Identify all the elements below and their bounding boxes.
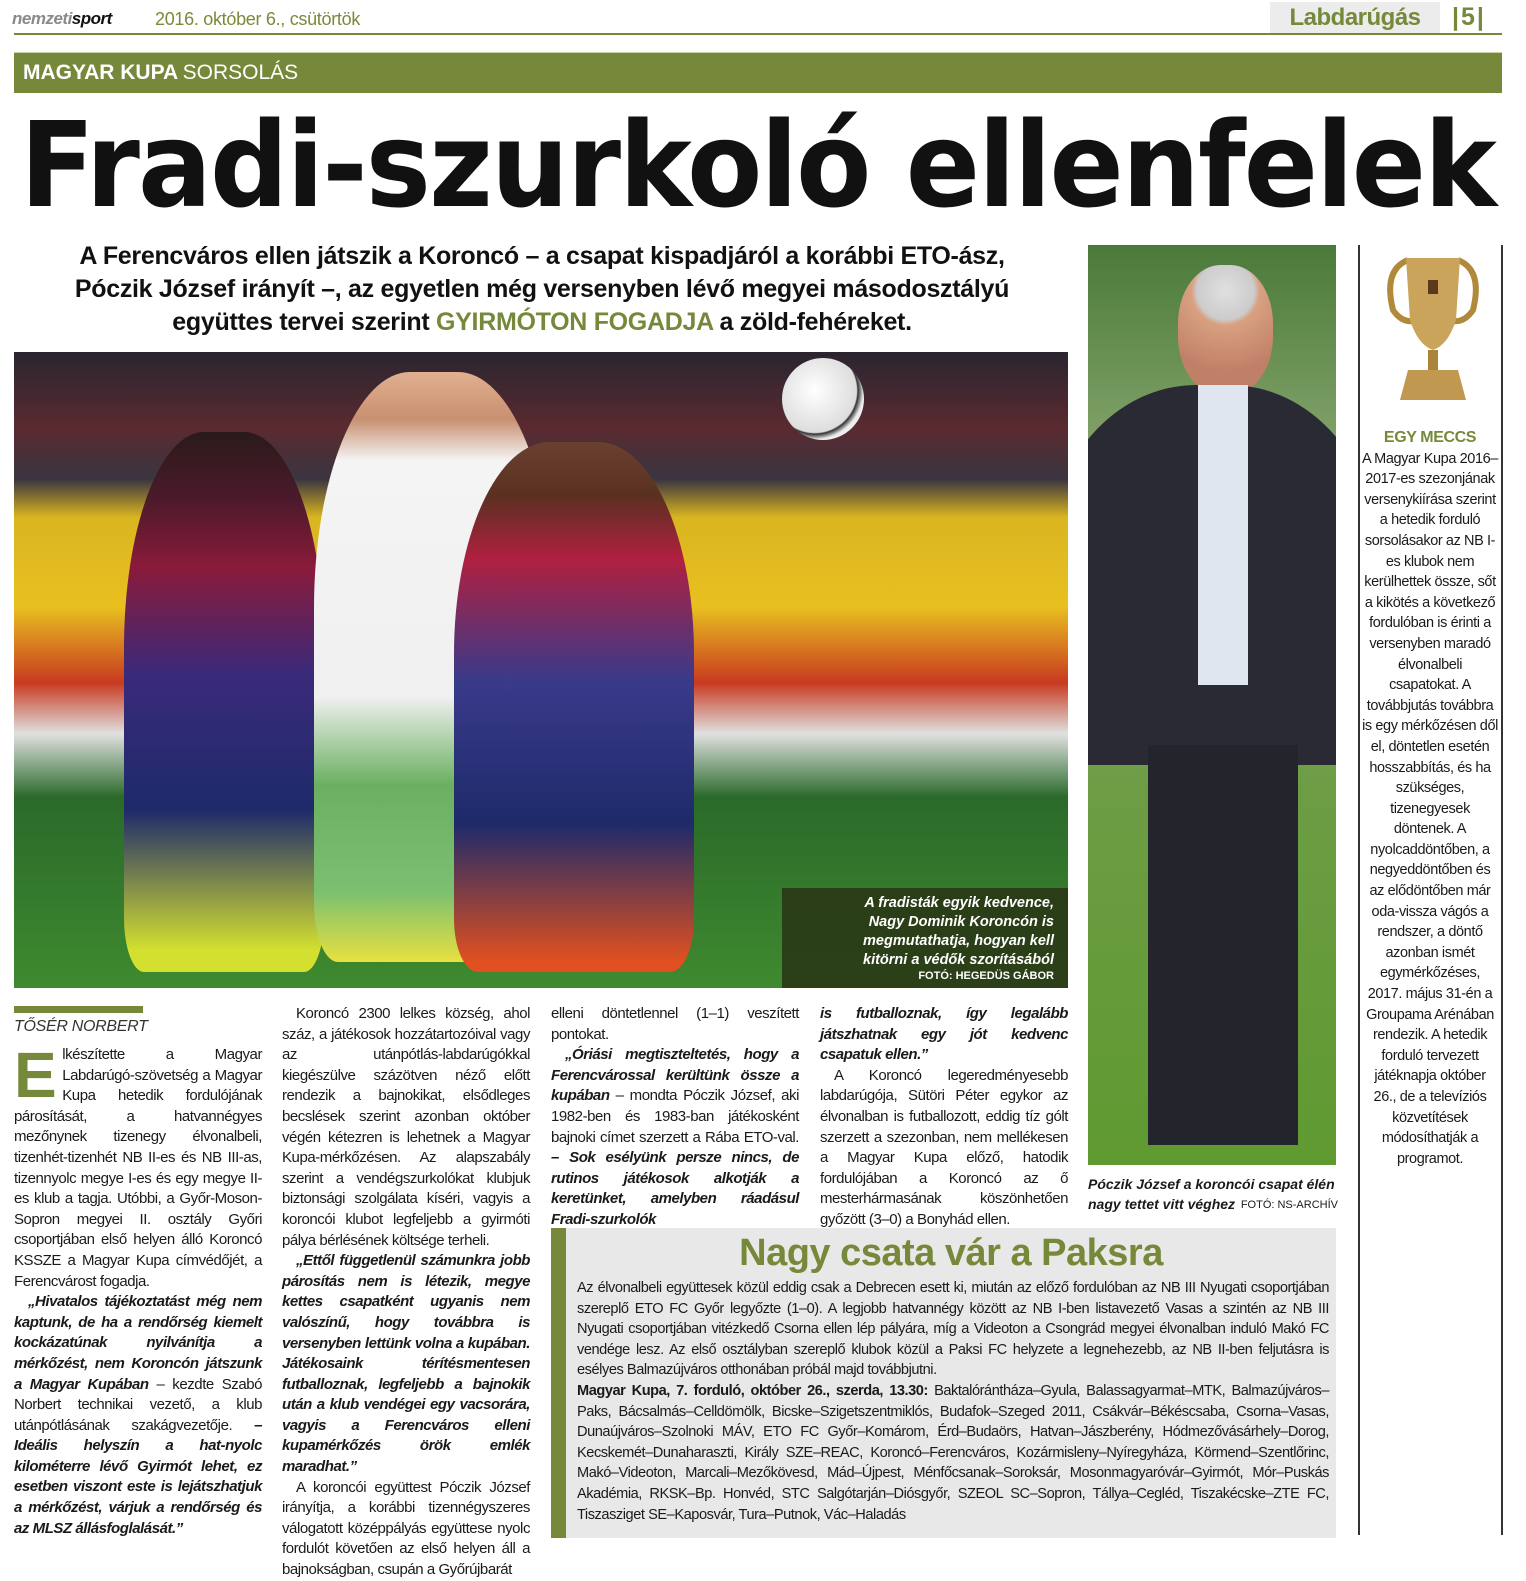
infobox-accent-strip: [551, 1228, 566, 1538]
headline: Fradi-szurkoló ellenfelek: [20, 96, 1496, 234]
lead-highlight: GYIRMÓTON FOGADJA: [436, 308, 713, 336]
body-text: – mondta Póczik József, aki 1982-ben és 1983-ban játékosként bajnoki címet szerzett a Rába ETO-val.: [551, 1087, 799, 1146]
infobox-title: Nagy csata vár a Paksra: [739, 1232, 1163, 1274]
sidebar-rule: [1501, 245, 1503, 1535]
article-paragraph: [820, 1066, 1068, 1231]
article-paragraph: [14, 1039, 262, 1292]
kicker-bold: MAGYAR KUPA: [23, 61, 179, 84]
byline: TŐSÉR NORBERT: [14, 1018, 148, 1035]
header-divider: [14, 33, 1502, 35]
photo-coach: [1088, 245, 1336, 1165]
sidebar-rule: [1358, 245, 1360, 1535]
player-red-blue: [454, 442, 694, 972]
fixtures-label: Magyar Kupa, 7. forduló, október 26., szerda, 13.30:: [577, 1382, 928, 1399]
article-paragraph: [14, 1292, 262, 1539]
body-text: A koroncói együttest Póczik József irányítja, a korábbi tizennégyszeres válogatott középpályás együttese nyolc fordulót követően az első helyen áll a bajnokságban, csupán a Győrújbarát: [282, 1478, 530, 1579]
football-ball: [782, 358, 864, 440]
coach-shirt: [1198, 385, 1248, 685]
caption-line: Póczik József a koroncói csapat élén: [1088, 1176, 1335, 1192]
lead-paragraph: [14, 240, 1070, 339]
photo-caption: [1088, 1174, 1338, 1214]
brand-logo: [12, 9, 112, 29]
lead-line: A Ferencváros ellen játszik a Koroncó – a csapat kispadjáról a korábbi ETO-ász,: [79, 242, 1005, 270]
player-red-blue: [124, 432, 324, 972]
lead-line: Póczik József irányít –, az egyetlen még versenyben lévő megyei másodosztályú: [74, 275, 1010, 303]
fixtures-paragraph: [577, 1381, 1329, 1525]
kicker-rest: SORSOLÁS: [182, 61, 299, 84]
article-column-4: [820, 1004, 1068, 1231]
body-text: lkészítette a Magyar Labdarúgó-szövetség a Magyar Kupa hetedik fordulójának párosítását, a hatvannégyes mezőnynek tizenegy élvonalbeli, tizenhét-tizenhét NB II-es és NB III-as, tizennyolc megye I-es és egy megye II-es klub a tagja. Utóbbi, a Győr-Moson-Sopron megyei II. osztály Győri csoportjában első helyen álló Koroncó KSSZE a Magyar Kupa címvédőjét, a Ferencvárost fogadja.: [14, 1046, 262, 1290]
page-number-value: 5: [1461, 3, 1477, 31]
article-column-2: [282, 1004, 530, 1581]
sidebar-title: EGY MECCS: [1383, 429, 1477, 446]
quote-text: – Ideális helyszín a hat-nyolc kilométerre lévő Gyirmót lehet, ez esetben viszont este is lejátszhatjuk a mérkőzést, várjuk a rendőrség és az MLSZ állásfoglalását.”: [14, 1416, 262, 1537]
byline-bar: [14, 1006, 143, 1013]
issue-date: 2016. október 6., csütörtök: [155, 9, 361, 29]
article-paragraph: [282, 1478, 530, 1581]
logo-part: sport: [71, 9, 112, 28]
page-number: |5|: [1452, 3, 1486, 31]
section-label: Labdarúgás: [1270, 2, 1440, 33]
body-text: elleni döntetlennel (1–1) veszített pontokat.: [551, 1005, 799, 1043]
sidebar-text: A Magyar Kupa 2016–2017-es szezonjának versenykiírása szerint a hetedik forduló sorsolásakor az NB I-es klubok nem kerülhettek össze, sőt a kikötés a következő fordulóban is érinti a versenyben maradó élvonalbeli csapatokat. A továbbjutás továbbra is egy mérkőzésen dől el, döntetlen esetén hosszabbítás, és ha szükséges, tizenegyesek döntenek. A nyolcaddöntőben, a negyeddöntőben és az elődöntőben már oda-vissza vágós a rendszer, a döntő azonban ismét egymérkőzéses, 2017. május 31-én a Groupama Arénában rendezik. A hetedik forduló tervezett játéknapja október 26., de a televíziós közvetítések módosíthatják a programot.: [1362, 450, 1498, 1167]
photo-credit: FOTÓ: NS-ARCHÍV: [1240, 1199, 1338, 1211]
coach-head: [1178, 265, 1273, 395]
logo-part: nemzeti: [12, 9, 72, 28]
article-column-1: [14, 1039, 262, 1539]
body-text: Koroncó 2300 lelkes község, ahol száz, a játékosok hozzátartozóival vagy az utánpótlás-labdarúgókkal kiegészülve százötven néző előtt rendezik a bajnokikat, elsődleges becslések szerint azonban október végén kétezren is lehetnek a Magyar Kupa-mérkőzésen. Az alapszabály szerint a vendégszurkolókat klubjuk biztonsági szolgálata kíséri, vagyis a koroncói klubot legfeljebb a gyirmóti pálya bérlésének költsége terheli.: [282, 1005, 530, 1249]
article-paragraph: [551, 1004, 799, 1045]
quote-text: „Ettől függetlenül számunkra jobb párosítás nem is létezik, megye kettes csapatként ugyanis nem valószínű, hogy továbbra is versenyben lettünk volna a kupában. Játékosaink térítésmentesen futballoznak, legfeljebb a bajnokik után a klub vendégei egy vacsorára, vagyis a Ferencváros elleni kupamérkőzés örök emlék maradhat.”: [282, 1252, 530, 1476]
article-column-3: [551, 1004, 799, 1231]
coach-trousers: [1148, 745, 1298, 1145]
caption-text: [863, 894, 1054, 970]
infobox-body: [577, 1278, 1329, 1525]
quote-text: „Hivatalos tájékoztatást még nem kaptunk, de ha a rendőrség kiemelt kockázatúnak nyilvánítja a mérkőzést, nem Koroncón játszunk a Magyar Kupában: [14, 1293, 262, 1393]
fixtures-list: Baktalórántháza–Gyula, Balassagyarmat–MTK, Balmazújváros–Paks, Bácsalmás–Celldömölk, Bicske–Szigetszentmiklós, Budafok–Szeged 2011, Csákvár–Békéscsaba, Csorna–Vasas, Dunaújváros–Szolnoki MÁV, ETO FC Győr–Komárom, Érd–Budaörs, Hatvan–Jászberény, Hódmezővásárhely–Dorog, Kecskemét–Dunaharaszti, Király SZE–REAC, Koroncó–Ferencváros, Kozármisleny–Nyíregyháza, Körmend–Szentlőrinc, Makó–Videoton, Marcali–Mezőkövesd, Mád–Újpest, Ménfőcsanak–Soroksár, Mosonmagyaróvár–Gyirmót, Mór–Puskás Akadémia, RKSK–Bp. Honvéd, STC Salgótarján–Diósgyőr, SZEOL SC–Sopron, Tállya–Cegléd, Tiszakécske–ZTE FC, Tiszasziget SE–Kaposvár, Tura–Putnok, Vác–Haladás: [577, 1382, 1329, 1523]
quote-text: is futballoznak, így legalább játszhatnak egy jót kedvenc csapatuk ellen.”: [820, 1005, 1068, 1064]
infobox-fixtures: [551, 1228, 1336, 1538]
trophy-icon: [1378, 250, 1488, 410]
article-paragraph: [551, 1045, 799, 1230]
lead-text: a zöld-fehéreket.: [712, 308, 912, 336]
lead-line: [14, 306, 1070, 339]
caption-line: kitörni a védők szorításából: [863, 952, 1054, 968]
caption-line: nagy tettet vitt véghez: [1088, 1196, 1236, 1212]
drop-cap: E: [14, 1039, 57, 1111]
quote-text: „Óriási megtiszteltetés, hogy a Ferencvárossal kerültünk össze a kupában: [551, 1046, 799, 1105]
kicker-bar: [14, 52, 1502, 93]
article-paragraph: [282, 1004, 530, 1251]
caption-line: Nagy Dominik Koroncón is: [868, 914, 1054, 930]
photo-credit: FOTÓ: HEGEDÜS GÁBOR: [918, 970, 1054, 982]
lead-text: együttes tervei szerint: [172, 308, 437, 336]
article-paragraph: [820, 1004, 1068, 1066]
caption-line: megmutathatja, hogyan kell: [863, 933, 1054, 949]
quote-text: – Sok esélyünk persze nincs, de rutinos játékosok alkotják a keretünket, amelyben ráadásul Fradi-szurkolók: [551, 1149, 799, 1228]
sidebar-box: [1362, 428, 1498, 1169]
photo-caption: [782, 888, 1068, 988]
body-text: – kezdte Szabó Norbert technikai vezető, a klub utánpótlásának szakágvezetője.: [14, 1375, 262, 1434]
article-paragraph: [282, 1251, 530, 1478]
infobox-intro: Az élvonalbeli együttesek közül eddig csak a Debrecen esett ki, miután az előző fordulóban az NB III Nyugati csoportjában szereplő ETO FC Győr legyőzte (1–0). A legjobb hatvannégy között az NB I-ben listavezető Vasas a szintén az NB III Nyugati csoportjában vitézkedő Csorna ellen lép pályára, míg a Videoton a Csongrád megyei élvonalban induló Makó FC vendége lesz. Az első osztályban szereplő klubok közül a Paksi FC helyzete a legnehezebb, az NB II-ben feljutásra is esélyes Balmazújváros otthonában próbál majd továbbjutni.: [577, 1280, 1329, 1379]
body-text: A Koroncó legeredményesebb labdarúgója, Sütöri Péter egykor az élvonalban is futballozott, eddig tíz gólt szerzett a szezonban, nem mellékesen a Magyar Kupa előző, hatodik fordulójában a Koroncó az ő mesterhármasának köszönhetően győzött (3–0) a Bonyhád ellen.: [820, 1066, 1068, 1228]
caption-line: A fradisták egyik kedvence,: [864, 895, 1054, 911]
